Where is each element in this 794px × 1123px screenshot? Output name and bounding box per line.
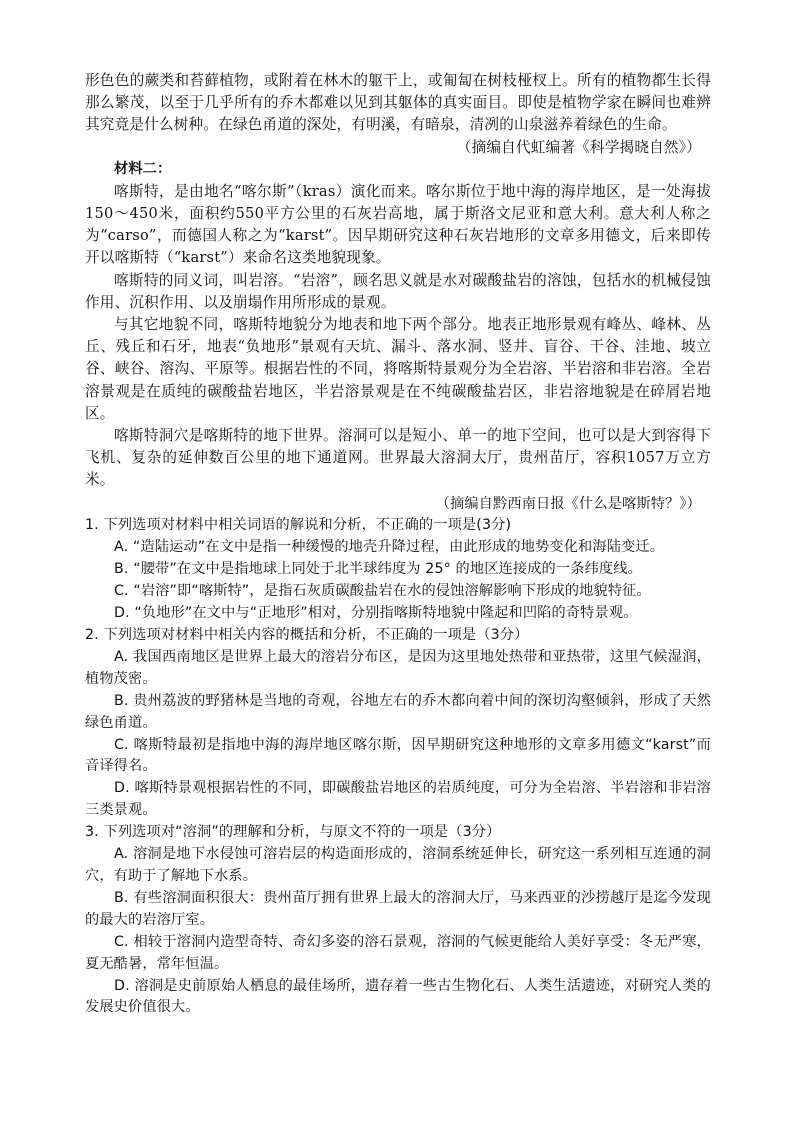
material-two-section	[85, 159, 711, 516]
question-3	[85, 822, 711, 1019]
question-stem: 2. 下列选项对材料中相关内容的概括和分析，不正确的一项是（3分）	[85, 627, 529, 643]
exam-page	[85, 70, 711, 1019]
question-option-b: B. 有些溶洞面积很大：贵州苗厅拥有世界上最大的溶洞大厅，马来西亚的沙捞越厅是迄今发现的最大的岩溶厅室。	[85, 889, 711, 928]
material-two-paragraph: 喀斯特的同义词，叫岩溶。“岩溶”，顾名思义就是水对碳酸盐岩的溶蚀，包括水的机械侵蚀作用、沉积作用、以及崩塌作用所形成的景观。	[85, 271, 711, 311]
material-two-paragraph: 与其它地貌不同，喀斯特地貌分为地表和地下两个部分。地表正地形景观有峰丛、峰林、丛丘、残丘和石牙，地表“负地形”景观有天坑、漏斗、落水洞、竖井、盲谷、干谷、洼地、坡立谷、峡谷、溶沟、平原等。根据岩性的不同，将喀斯特景观分为全岩溶、半岩溶和非岩溶。全岩溶景观是在质纯的碳酸盐岩地区，半岩溶景观是在不纯碳酸盐岩区，非岩溶地貌是在碎屑岩地区。	[85, 315, 711, 422]
material-one-paragraph: 形色色的蕨类和苔藓植物，或附着在林木的躯干上，或匍匐在树枝桠杈上。所有的植物都生长得那么繁茂，以至于几乎所有的乔木都难以见到其躯体的真实面目。即使是植物学家在瞬间也难辨其究竟是什么树种。在绿色甬道的深处，有明溪，有暗泉，清冽的山泉滋养着绿色的生命。	[85, 72, 711, 134]
material-two-paragraph: 喀斯特，是由地名“喀尔斯”（kras）演化而来。喀尔斯位于地中海的海岸地区，是一处海拔150～450米，面积约550平方公里的石灰岩高地，属于斯洛文尼亚和意大利。意大利人称之为“carso”，而德国人称之为“karst”。因早期研究这种石灰岩地形的文章多用德文，后来即传开以喀斯特（“karst”）来命名这类地貌现象。	[85, 182, 711, 267]
material-two-source: （摘编自黔西南日报《什么是喀斯特？》）	[435, 495, 701, 512]
material-one-section	[85, 70, 711, 159]
material-one-source: （摘编自代虹编著《科学揭晓自然》）	[456, 138, 701, 156]
question-option-c: C. “岩溶”即“喀斯特”，是指石灰质碳酸盐岩在水的侵蚀溶解影响下形成的地貌特征。	[114, 583, 651, 600]
question-option-a: A. 溶洞是地下水侵蚀可溶岩层的构造面形成的，溶洞系统延伸长，研究这一系列相互连通的洞穴，有助于了解地下水系。	[85, 846, 711, 884]
question-option-a: A. “造陆运动”在文中是指一种缓慢的地壳升降过程，由此形成的地势变化和海陆变迁。	[114, 539, 665, 556]
question-option-c: C. 相较于溶洞内造型奇特、奇幻多姿的溶石景观，溶洞的气候更能给人美好享受：冬无严寒，夏无酷暑，常年恒温。	[85, 933, 711, 972]
question-option-d: D. “负地形”在文中与“正地形”相对，分别指喀斯特地貌中隆起和凹陷的奇特景观。	[114, 605, 638, 622]
question-option-d: D. 溶洞是史前原始人栖息的最佳场所，遗存着一些古生物化石、人类生活遗迹，对研究人类的发展史价值很大。	[85, 977, 711, 1016]
question-stem: 1. 下列选项对材料中相关词语的解说和分析，不正确的一项是(3分)	[85, 517, 512, 534]
question-1	[85, 515, 711, 625]
questions-section	[85, 515, 711, 1019]
question-option-c: C. 喀斯特最初是指地中海的海岸地区喀尔斯，因早期研究这种地形的文章多用德文“karst”而音译得名。	[85, 736, 711, 775]
question-option-a: A. 我国西南地区是世界上最大的溶岩分布区，是因为这里地处热带和亚热带，这里气候湿润，植物茂密。	[85, 648, 711, 687]
question-option-d: D. 喀斯特景观根据岩性的不同，即碳酸盐岩地区的岩质纯度，可分为全岩溶、半岩溶和非岩溶三类景观。	[85, 780, 711, 819]
question-2	[85, 625, 711, 822]
material-two-heading: 材料二：	[114, 160, 172, 177]
material-two-paragraph: 喀斯特洞穴是喀斯特的地下世界。溶洞可以是短小、单一的地下空间，也可以是大到容得下飞机、复杂的延伸数百公里的地下通道网。世界最大溶洞大厅，贵州苗厅，容积1057万立方米。	[85, 426, 711, 489]
question-option-b: B. “腰带”在文中是指地球上同处于北半球纬度为 25° 的地区连接成的一条纬度线。	[114, 561, 642, 578]
question-option-b: B. 贵州荔波的野猪林是当地的奇观，谷地左右的乔木都向着中间的深切沟壑倾斜，形成了天然绿色甬道。	[85, 692, 711, 731]
question-stem: 3. 下列选项对“溶洞”的理解和分析，与原文不符的一项是（3分）	[85, 824, 501, 841]
